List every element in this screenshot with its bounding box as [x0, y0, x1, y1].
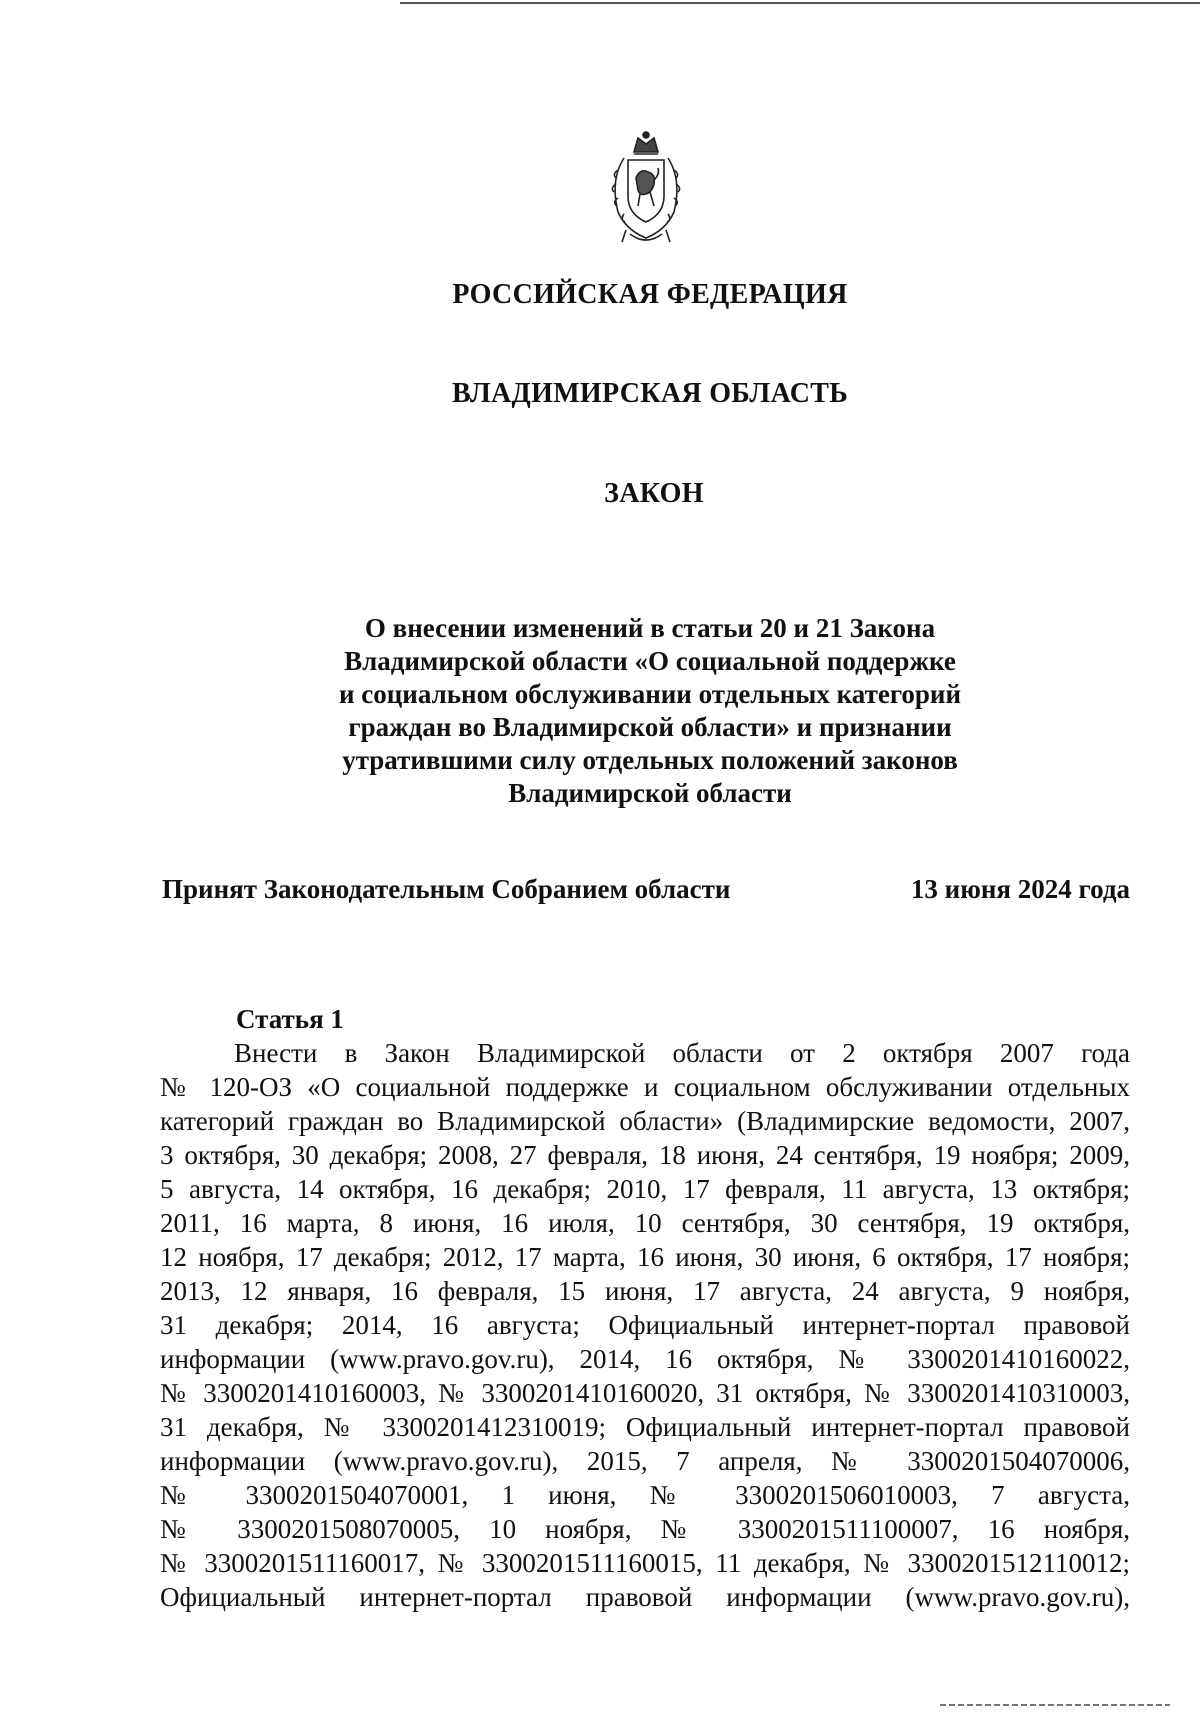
article-line: № 3300201504070001, 1 июня, № 3300201506010003, 7 августа, — [160, 1480, 1130, 1510]
country-heading: РОССИЙСКАЯ ФЕДЕРАЦИЯ — [452, 279, 848, 310]
article-line: № 3300201508070005, 10 ноября, № 3300201511100007, 16 ноября, — [160, 1514, 1130, 1544]
article-line: 2011, 16 марта, 8 июня, 16 июля, 10 сентября, 30 сентября, 19 октября, — [160, 1208, 1130, 1238]
article-line: категорий граждан во Владимирской области» (Владимирские ведомости, 2007, — [160, 1106, 1130, 1136]
law-title-line: и социальном обслуживании отдельных категорий — [338, 679, 962, 709]
law-title-line: О внесении изменений в статьи 20 и 21 Закона — [364, 613, 936, 643]
law-title-line: граждан во Владимирской области» и признании — [348, 712, 952, 742]
article-line: 31 декабря; 2014, 16 августа; Официальный интернет-портал правовой — [160, 1310, 1130, 1340]
law-title-line: Владимирской области — [508, 778, 792, 808]
article-line: 5 августа, 14 октября, 16 декабря; 2010, 17 февраля, 11 августа, 13 октября; — [160, 1174, 1130, 1204]
law-title-line: утратившими силу отдельных положений законов — [342, 745, 958, 775]
article-line: 2013, 12 января, 16 февраля, 15 июня, 17 августа, 24 августа, 9 ноября, — [160, 1276, 1130, 1306]
article-line: № 120-ОЗ «О социальной поддержке и социальном обслуживании отдельных — [160, 1072, 1130, 1102]
article-line: № 3300201511160017, № 3300201511160015, 11 декабря, № 3300201512110012; — [160, 1548, 1130, 1578]
article-line: 12 ноября, 17 декабря; 2012, 17 марта, 16 июня, 30 июня, 6 октября, 17 ноября; — [160, 1242, 1130, 1272]
document-type-heading: ЗАКОН — [604, 478, 704, 509]
scan-edge-top — [400, 2, 1200, 4]
article-line: Официальный интернет-портал правовой информации (www.pravo.gov.ru), — [160, 1582, 1130, 1612]
article-title: Статья 1 — [236, 1004, 344, 1034]
article-body — [160, 1036, 1130, 1614]
article-line: информации (www.pravo.gov.ru), 2015, 7 апреля, № 3300201504070006, — [160, 1446, 1130, 1476]
scan-edge-bottom — [940, 1704, 1170, 1706]
article-line: 3 октября, 30 декабря; 2008, 27 февраля, 18 июня, 24 сентября, 19 ноября; 2009, — [160, 1140, 1130, 1170]
law-title-line: Владимирской области «О социальной поддержке — [344, 646, 956, 676]
article-line: № 3300201410160003, № 3300201410160020, 31 октября, № 3300201410310003, — [160, 1378, 1130, 1408]
article-line: информации (www.pravo.gov.ru), 2014, 16 октября, № 3300201410160022, — [160, 1344, 1130, 1374]
article-1 — [160, 1002, 1130, 1614]
region-heading: ВЛАДИМИРСКАЯ ОБЛАСТЬ — [451, 378, 849, 409]
adoption-body: Принят Законодательным Собранием области — [162, 874, 731, 904]
law-title — [260, 612, 1040, 810]
article-line: Внести в Закон Владимирской области от 2 октября 2007 года — [234, 1038, 1130, 1068]
coat-of-arms-icon — [600, 130, 692, 248]
adoption-line — [162, 872, 1130, 906]
article-line: 31 декабря, № 3300201412310019; Официальный интернет-портал правовой — [160, 1412, 1130, 1442]
adoption-date: 13 июня 2024 года — [910, 874, 1130, 904]
